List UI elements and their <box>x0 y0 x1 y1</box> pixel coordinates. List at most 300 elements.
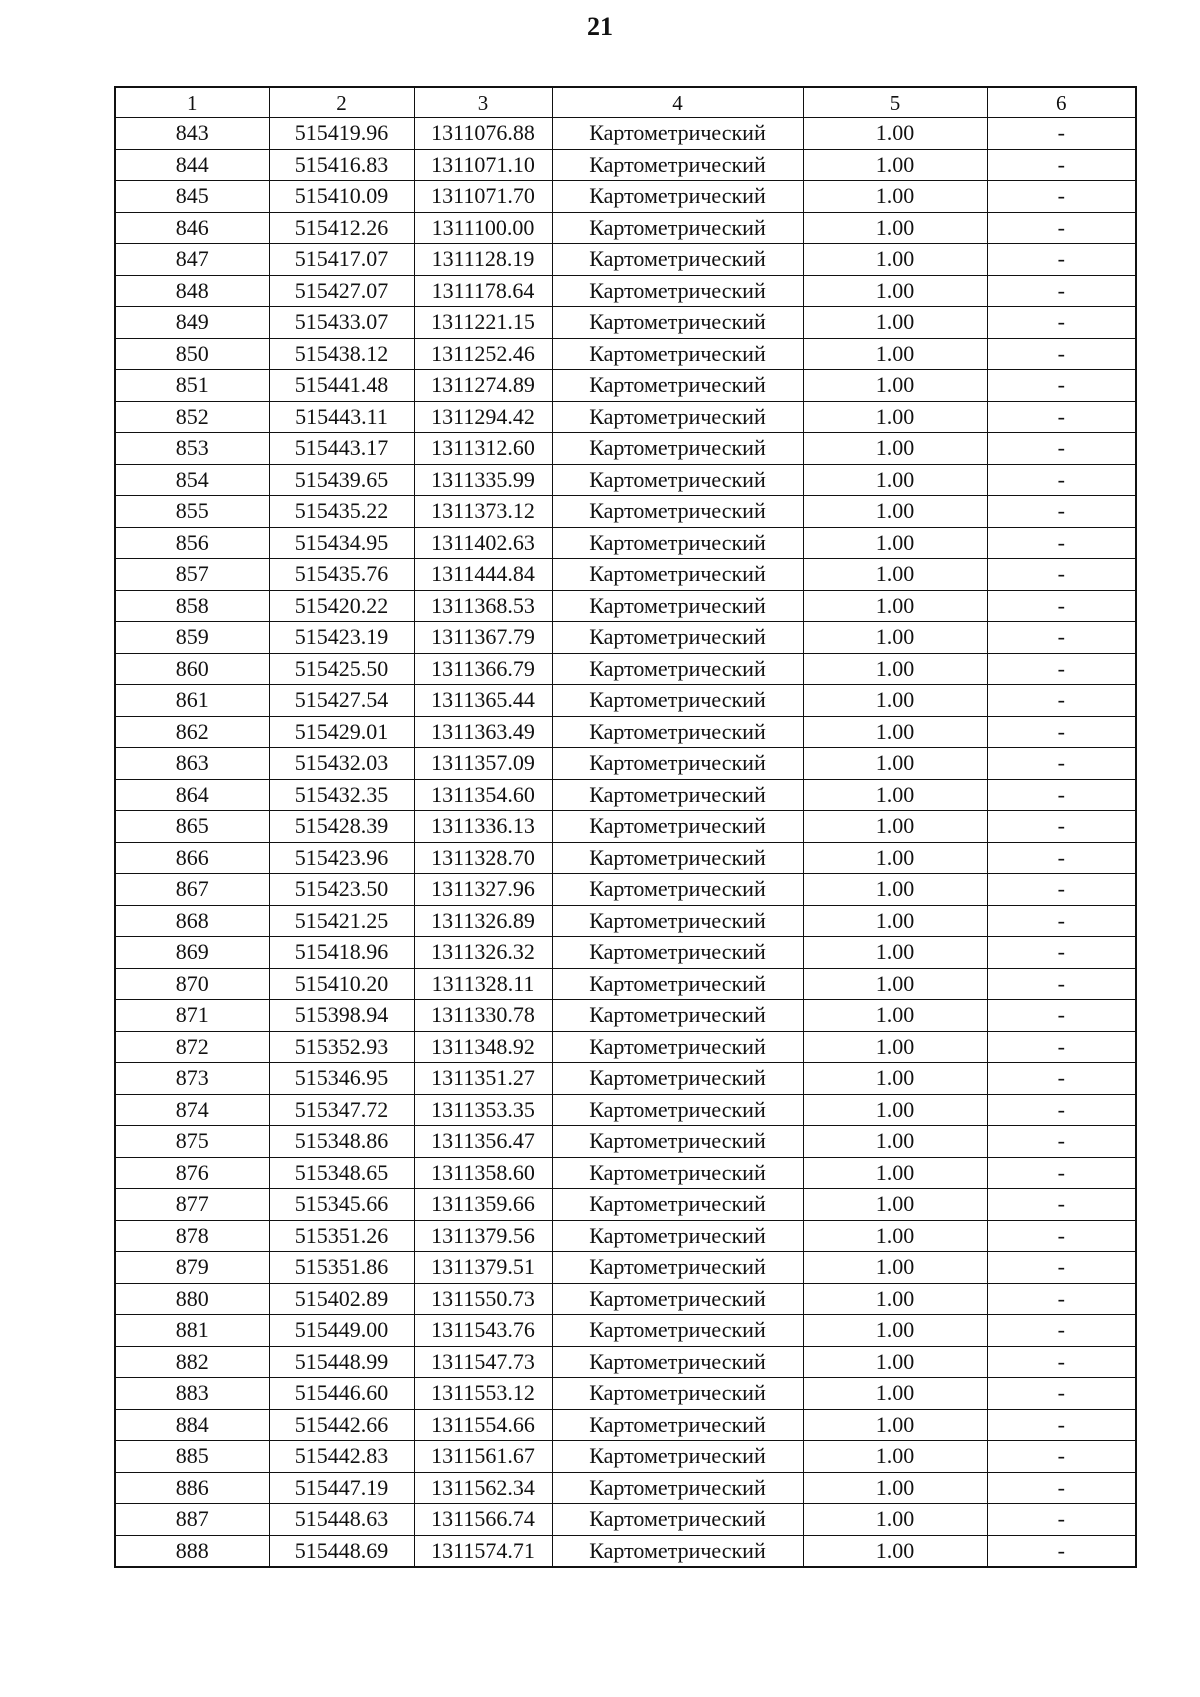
accuracy-cell: 1.00 <box>803 370 987 402</box>
point-number-cell: 846 <box>115 212 269 244</box>
note-cell: - <box>987 1346 1136 1378</box>
point-number-cell: 883 <box>115 1378 269 1410</box>
method-cell: Картометрический <box>552 1031 803 1063</box>
point-number-cell: 882 <box>115 1346 269 1378</box>
note-cell: - <box>987 968 1136 1000</box>
y-coordinate-cell: 1311274.89 <box>414 370 552 402</box>
coordinates-table <box>114 86 1137 1568</box>
point-number-cell: 866 <box>115 842 269 874</box>
note-cell: - <box>987 559 1136 591</box>
note-cell: - <box>987 212 1136 244</box>
accuracy-cell: 1.00 <box>803 338 987 370</box>
point-number-cell: 853 <box>115 433 269 465</box>
accuracy-cell: 1.00 <box>803 779 987 811</box>
note-cell: - <box>987 1063 1136 1095</box>
x-coordinate-cell: 515442.66 <box>269 1409 414 1441</box>
point-number-cell: 886 <box>115 1472 269 1504</box>
method-cell: Картометрический <box>552 307 803 339</box>
note-cell: - <box>987 1378 1136 1410</box>
x-coordinate-cell: 515442.83 <box>269 1441 414 1473</box>
point-number-cell: 859 <box>115 622 269 654</box>
accuracy-cell: 1.00 <box>803 244 987 276</box>
accuracy-cell: 1.00 <box>803 1157 987 1189</box>
method-cell: Картометрический <box>552 118 803 150</box>
table-row <box>115 937 1136 969</box>
method-cell: Картометрический <box>552 559 803 591</box>
note-cell: - <box>987 905 1136 937</box>
method-cell: Картометрический <box>552 1283 803 1315</box>
y-coordinate-cell: 1311367.79 <box>414 622 552 654</box>
method-cell: Картометрический <box>552 590 803 622</box>
x-coordinate-cell: 515433.07 <box>269 307 414 339</box>
x-coordinate-cell: 515429.01 <box>269 716 414 748</box>
table-row <box>115 1378 1136 1410</box>
point-number-cell: 849 <box>115 307 269 339</box>
table-row <box>115 244 1136 276</box>
method-cell: Картометрический <box>552 811 803 843</box>
method-cell: Картометрический <box>552 1315 803 1347</box>
method-cell: Картометрический <box>552 748 803 780</box>
y-coordinate-cell: 1311335.99 <box>414 464 552 496</box>
x-coordinate-cell: 515352.93 <box>269 1031 414 1063</box>
x-coordinate-cell: 515423.96 <box>269 842 414 874</box>
note-cell: - <box>987 1472 1136 1504</box>
accuracy-cell: 1.00 <box>803 622 987 654</box>
note-cell: - <box>987 527 1136 559</box>
point-number-cell: 854 <box>115 464 269 496</box>
x-coordinate-cell: 515438.12 <box>269 338 414 370</box>
header-cell-4: 4 <box>552 87 803 118</box>
table-row <box>115 212 1136 244</box>
table-row <box>115 307 1136 339</box>
note-cell: - <box>987 118 1136 150</box>
method-cell: Картометрический <box>552 1472 803 1504</box>
x-coordinate-cell: 515427.54 <box>269 685 414 717</box>
note-cell: - <box>987 590 1136 622</box>
accuracy-cell: 1.00 <box>803 905 987 937</box>
x-coordinate-cell: 515443.17 <box>269 433 414 465</box>
point-number-cell: 879 <box>115 1252 269 1284</box>
accuracy-cell: 1.00 <box>803 1315 987 1347</box>
table-row <box>115 1063 1136 1095</box>
table-row <box>115 559 1136 591</box>
y-coordinate-cell: 1311128.19 <box>414 244 552 276</box>
point-number-cell: 852 <box>115 401 269 433</box>
x-coordinate-cell: 515446.60 <box>269 1378 414 1410</box>
method-cell: Картометрический <box>552 1157 803 1189</box>
point-number-cell: 884 <box>115 1409 269 1441</box>
table-row <box>115 1472 1136 1504</box>
note-cell: - <box>987 716 1136 748</box>
accuracy-cell: 1.00 <box>803 968 987 1000</box>
y-coordinate-cell: 1311561.67 <box>414 1441 552 1473</box>
y-coordinate-cell: 1311326.32 <box>414 937 552 969</box>
y-coordinate-cell: 1311566.74 <box>414 1504 552 1536</box>
method-cell: Картометрический <box>552 212 803 244</box>
y-coordinate-cell: 1311328.70 <box>414 842 552 874</box>
accuracy-cell: 1.00 <box>803 1504 987 1536</box>
method-cell: Картометрический <box>552 653 803 685</box>
note-cell: - <box>987 1283 1136 1315</box>
accuracy-cell: 1.00 <box>803 1535 987 1567</box>
x-coordinate-cell: 515428.39 <box>269 811 414 843</box>
table-row <box>115 401 1136 433</box>
point-number-cell: 856 <box>115 527 269 559</box>
note-cell: - <box>987 370 1136 402</box>
table-row <box>115 181 1136 213</box>
point-number-cell: 876 <box>115 1157 269 1189</box>
table-row <box>115 1315 1136 1347</box>
note-cell: - <box>987 401 1136 433</box>
y-coordinate-cell: 1311358.60 <box>414 1157 552 1189</box>
point-number-cell: 845 <box>115 181 269 213</box>
note-cell: - <box>987 1315 1136 1347</box>
y-coordinate-cell: 1311366.79 <box>414 653 552 685</box>
method-cell: Картометрический <box>552 149 803 181</box>
y-coordinate-cell: 1311444.84 <box>414 559 552 591</box>
accuracy-cell: 1.00 <box>803 1346 987 1378</box>
table-row <box>115 748 1136 780</box>
table-row <box>115 1283 1136 1315</box>
accuracy-cell: 1.00 <box>803 212 987 244</box>
table-row <box>115 779 1136 811</box>
table-row <box>115 1535 1136 1567</box>
x-coordinate-cell: 515423.19 <box>269 622 414 654</box>
y-coordinate-cell: 1311178.64 <box>414 275 552 307</box>
point-number-cell: 874 <box>115 1094 269 1126</box>
point-number-cell: 868 <box>115 905 269 937</box>
y-coordinate-cell: 1311336.13 <box>414 811 552 843</box>
note-cell: - <box>987 653 1136 685</box>
point-number-cell: 850 <box>115 338 269 370</box>
x-coordinate-cell: 515348.65 <box>269 1157 414 1189</box>
point-number-cell: 867 <box>115 874 269 906</box>
accuracy-cell: 1.00 <box>803 685 987 717</box>
y-coordinate-cell: 1311543.76 <box>414 1315 552 1347</box>
x-coordinate-cell: 515418.96 <box>269 937 414 969</box>
method-cell: Картометрический <box>552 779 803 811</box>
table-row <box>115 716 1136 748</box>
note-cell: - <box>987 1441 1136 1473</box>
table-row <box>115 275 1136 307</box>
y-coordinate-cell: 1311373.12 <box>414 496 552 528</box>
x-coordinate-cell: 515410.20 <box>269 968 414 1000</box>
method-cell: Картометрический <box>552 905 803 937</box>
table-row <box>115 1031 1136 1063</box>
point-number-cell: 844 <box>115 149 269 181</box>
point-number-cell: 848 <box>115 275 269 307</box>
y-coordinate-cell: 1311071.70 <box>414 181 552 213</box>
method-cell: Картометрический <box>552 937 803 969</box>
method-cell: Картометрический <box>552 1409 803 1441</box>
note-cell: - <box>987 685 1136 717</box>
point-number-cell: 858 <box>115 590 269 622</box>
method-cell: Картометрический <box>552 527 803 559</box>
table-row <box>115 338 1136 370</box>
point-number-cell: 851 <box>115 370 269 402</box>
point-number-cell: 869 <box>115 937 269 969</box>
method-cell: Картометрический <box>552 1126 803 1158</box>
x-coordinate-cell: 515435.22 <box>269 496 414 528</box>
y-coordinate-cell: 1311312.60 <box>414 433 552 465</box>
method-cell: Картометрический <box>552 716 803 748</box>
table-row <box>115 1189 1136 1221</box>
accuracy-cell: 1.00 <box>803 181 987 213</box>
note-cell: - <box>987 1126 1136 1158</box>
x-coordinate-cell: 515420.22 <box>269 590 414 622</box>
y-coordinate-cell: 1311547.73 <box>414 1346 552 1378</box>
table-row <box>115 842 1136 874</box>
y-coordinate-cell: 1311553.12 <box>414 1378 552 1410</box>
x-coordinate-cell: 515435.76 <box>269 559 414 591</box>
x-coordinate-cell: 515439.65 <box>269 464 414 496</box>
accuracy-cell: 1.00 <box>803 1094 987 1126</box>
header-cell-2: 2 <box>269 87 414 118</box>
x-coordinate-cell: 515346.95 <box>269 1063 414 1095</box>
accuracy-cell: 1.00 <box>803 527 987 559</box>
x-coordinate-cell: 515419.96 <box>269 118 414 150</box>
note-cell: - <box>987 748 1136 780</box>
note-cell: - <box>987 1535 1136 1567</box>
table-row <box>115 1126 1136 1158</box>
method-cell: Картометрический <box>552 1346 803 1378</box>
accuracy-cell: 1.00 <box>803 118 987 150</box>
method-cell: Картометрический <box>552 1535 803 1567</box>
accuracy-cell: 1.00 <box>803 653 987 685</box>
method-cell: Картометрический <box>552 401 803 433</box>
y-coordinate-cell: 1311076.88 <box>414 118 552 150</box>
y-coordinate-cell: 1311354.60 <box>414 779 552 811</box>
accuracy-cell: 1.00 <box>803 1031 987 1063</box>
x-coordinate-cell: 515432.35 <box>269 779 414 811</box>
header-cell-6: 6 <box>987 87 1136 118</box>
table-row <box>115 433 1136 465</box>
y-coordinate-cell: 1311574.71 <box>414 1535 552 1567</box>
y-coordinate-cell: 1311359.66 <box>414 1189 552 1221</box>
point-number-cell: 888 <box>115 1535 269 1567</box>
note-cell: - <box>987 464 1136 496</box>
accuracy-cell: 1.00 <box>803 433 987 465</box>
table-row <box>115 527 1136 559</box>
x-coordinate-cell: 515448.99 <box>269 1346 414 1378</box>
x-coordinate-cell: 515434.95 <box>269 527 414 559</box>
note-cell: - <box>987 338 1136 370</box>
x-coordinate-cell: 515412.26 <box>269 212 414 244</box>
accuracy-cell: 1.00 <box>803 149 987 181</box>
header-cell-1: 1 <box>115 87 269 118</box>
note-cell: - <box>987 496 1136 528</box>
accuracy-cell: 1.00 <box>803 1472 987 1504</box>
x-coordinate-cell: 515398.94 <box>269 1000 414 1032</box>
y-coordinate-cell: 1311554.66 <box>414 1409 552 1441</box>
y-coordinate-cell: 1311100.00 <box>414 212 552 244</box>
x-coordinate-cell: 515423.50 <box>269 874 414 906</box>
note-cell: - <box>987 1189 1136 1221</box>
x-coordinate-cell: 515427.07 <box>269 275 414 307</box>
point-number-cell: 855 <box>115 496 269 528</box>
point-number-cell: 870 <box>115 968 269 1000</box>
header-cell-5: 5 <box>803 87 987 118</box>
note-cell: - <box>987 181 1136 213</box>
accuracy-cell: 1.00 <box>803 307 987 339</box>
table-row <box>115 1094 1136 1126</box>
table-header <box>115 87 1136 118</box>
point-number-cell: 873 <box>115 1063 269 1095</box>
table-row <box>115 1346 1136 1378</box>
x-coordinate-cell: 515425.50 <box>269 653 414 685</box>
x-coordinate-cell: 515348.86 <box>269 1126 414 1158</box>
y-coordinate-cell: 1311294.42 <box>414 401 552 433</box>
accuracy-cell: 1.00 <box>803 937 987 969</box>
method-cell: Картометрический <box>552 1220 803 1252</box>
y-coordinate-cell: 1311550.73 <box>414 1283 552 1315</box>
table-row <box>115 590 1136 622</box>
x-coordinate-cell: 515448.63 <box>269 1504 414 1536</box>
method-cell: Картометрический <box>552 433 803 465</box>
table-row <box>115 118 1136 150</box>
accuracy-cell: 1.00 <box>803 559 987 591</box>
y-coordinate-cell: 1311363.49 <box>414 716 552 748</box>
table-row <box>115 1409 1136 1441</box>
table-row <box>115 968 1136 1000</box>
table-row <box>115 464 1136 496</box>
table-row <box>115 905 1136 937</box>
method-cell: Картометрический <box>552 1504 803 1536</box>
method-cell: Картометрический <box>552 1378 803 1410</box>
table-row <box>115 811 1136 843</box>
note-cell: - <box>987 244 1136 276</box>
method-cell: Картометрический <box>552 338 803 370</box>
point-number-cell: 880 <box>115 1283 269 1315</box>
x-coordinate-cell: 515421.25 <box>269 905 414 937</box>
accuracy-cell: 1.00 <box>803 1441 987 1473</box>
y-coordinate-cell: 1311379.51 <box>414 1252 552 1284</box>
table-row <box>115 1000 1136 1032</box>
note-cell: - <box>987 1157 1136 1189</box>
point-number-cell: 861 <box>115 685 269 717</box>
accuracy-cell: 1.00 <box>803 811 987 843</box>
table-body <box>115 118 1136 1568</box>
y-coordinate-cell: 1311326.89 <box>414 905 552 937</box>
y-coordinate-cell: 1311252.46 <box>414 338 552 370</box>
method-cell: Картометрический <box>552 496 803 528</box>
point-number-cell: 864 <box>115 779 269 811</box>
note-cell: - <box>987 1000 1136 1032</box>
y-coordinate-cell: 1311562.34 <box>414 1472 552 1504</box>
y-coordinate-cell: 1311348.92 <box>414 1031 552 1063</box>
method-cell: Картометрический <box>552 1189 803 1221</box>
point-number-cell: 863 <box>115 748 269 780</box>
table-row <box>115 1504 1136 1536</box>
point-number-cell: 877 <box>115 1189 269 1221</box>
accuracy-cell: 1.00 <box>803 1283 987 1315</box>
note-cell: - <box>987 622 1136 654</box>
table-row <box>115 874 1136 906</box>
accuracy-cell: 1.00 <box>803 748 987 780</box>
point-number-cell: 887 <box>115 1504 269 1536</box>
x-coordinate-cell: 515416.83 <box>269 149 414 181</box>
note-cell: - <box>987 1220 1136 1252</box>
x-coordinate-cell: 515410.09 <box>269 181 414 213</box>
accuracy-cell: 1.00 <box>803 401 987 433</box>
x-coordinate-cell: 515448.69 <box>269 1535 414 1567</box>
note-cell: - <box>987 842 1136 874</box>
accuracy-cell: 1.00 <box>803 1252 987 1284</box>
accuracy-cell: 1.00 <box>803 1409 987 1441</box>
y-coordinate-cell: 1311353.35 <box>414 1094 552 1126</box>
table-row <box>115 1157 1136 1189</box>
x-coordinate-cell: 515351.86 <box>269 1252 414 1284</box>
point-number-cell: 885 <box>115 1441 269 1473</box>
x-coordinate-cell: 515347.72 <box>269 1094 414 1126</box>
accuracy-cell: 1.00 <box>803 1126 987 1158</box>
y-coordinate-cell: 1311328.11 <box>414 968 552 1000</box>
point-number-cell: 875 <box>115 1126 269 1158</box>
method-cell: Картометрический <box>552 1252 803 1284</box>
method-cell: Картометрический <box>552 244 803 276</box>
table-row <box>115 496 1136 528</box>
point-number-cell: 847 <box>115 244 269 276</box>
accuracy-cell: 1.00 <box>803 275 987 307</box>
y-coordinate-cell: 1311368.53 <box>414 590 552 622</box>
accuracy-cell: 1.00 <box>803 1189 987 1221</box>
point-number-cell: 843 <box>115 118 269 150</box>
accuracy-cell: 1.00 <box>803 716 987 748</box>
method-cell: Картометрический <box>552 370 803 402</box>
accuracy-cell: 1.00 <box>803 1220 987 1252</box>
accuracy-cell: 1.00 <box>803 1063 987 1095</box>
y-coordinate-cell: 1311071.10 <box>414 149 552 181</box>
table-row <box>115 685 1136 717</box>
note-cell: - <box>987 149 1136 181</box>
table-row <box>115 622 1136 654</box>
note-cell: - <box>987 433 1136 465</box>
method-cell: Картометрический <box>552 181 803 213</box>
point-number-cell: 871 <box>115 1000 269 1032</box>
method-cell: Картометрический <box>552 464 803 496</box>
point-number-cell: 865 <box>115 811 269 843</box>
point-number-cell: 862 <box>115 716 269 748</box>
note-cell: - <box>987 937 1136 969</box>
note-cell: - <box>987 874 1136 906</box>
table-row <box>115 149 1136 181</box>
note-cell: - <box>987 275 1136 307</box>
x-coordinate-cell: 515402.89 <box>269 1283 414 1315</box>
method-cell: Картометрический <box>552 1441 803 1473</box>
x-coordinate-cell: 515443.11 <box>269 401 414 433</box>
accuracy-cell: 1.00 <box>803 1378 987 1410</box>
method-cell: Картометрический <box>552 685 803 717</box>
y-coordinate-cell: 1311327.96 <box>414 874 552 906</box>
table-row <box>115 370 1136 402</box>
header-row <box>115 87 1136 118</box>
note-cell: - <box>987 1252 1136 1284</box>
note-cell: - <box>987 1094 1136 1126</box>
method-cell: Картометрический <box>552 1000 803 1032</box>
note-cell: - <box>987 811 1136 843</box>
y-coordinate-cell: 1311402.63 <box>414 527 552 559</box>
x-coordinate-cell: 515449.00 <box>269 1315 414 1347</box>
accuracy-cell: 1.00 <box>803 874 987 906</box>
x-coordinate-cell: 515441.48 <box>269 370 414 402</box>
y-coordinate-cell: 1311379.56 <box>414 1220 552 1252</box>
point-number-cell: 860 <box>115 653 269 685</box>
table-row <box>115 1252 1136 1284</box>
accuracy-cell: 1.00 <box>803 496 987 528</box>
method-cell: Картометрический <box>552 968 803 1000</box>
note-cell: - <box>987 307 1136 339</box>
y-coordinate-cell: 1311351.27 <box>414 1063 552 1095</box>
